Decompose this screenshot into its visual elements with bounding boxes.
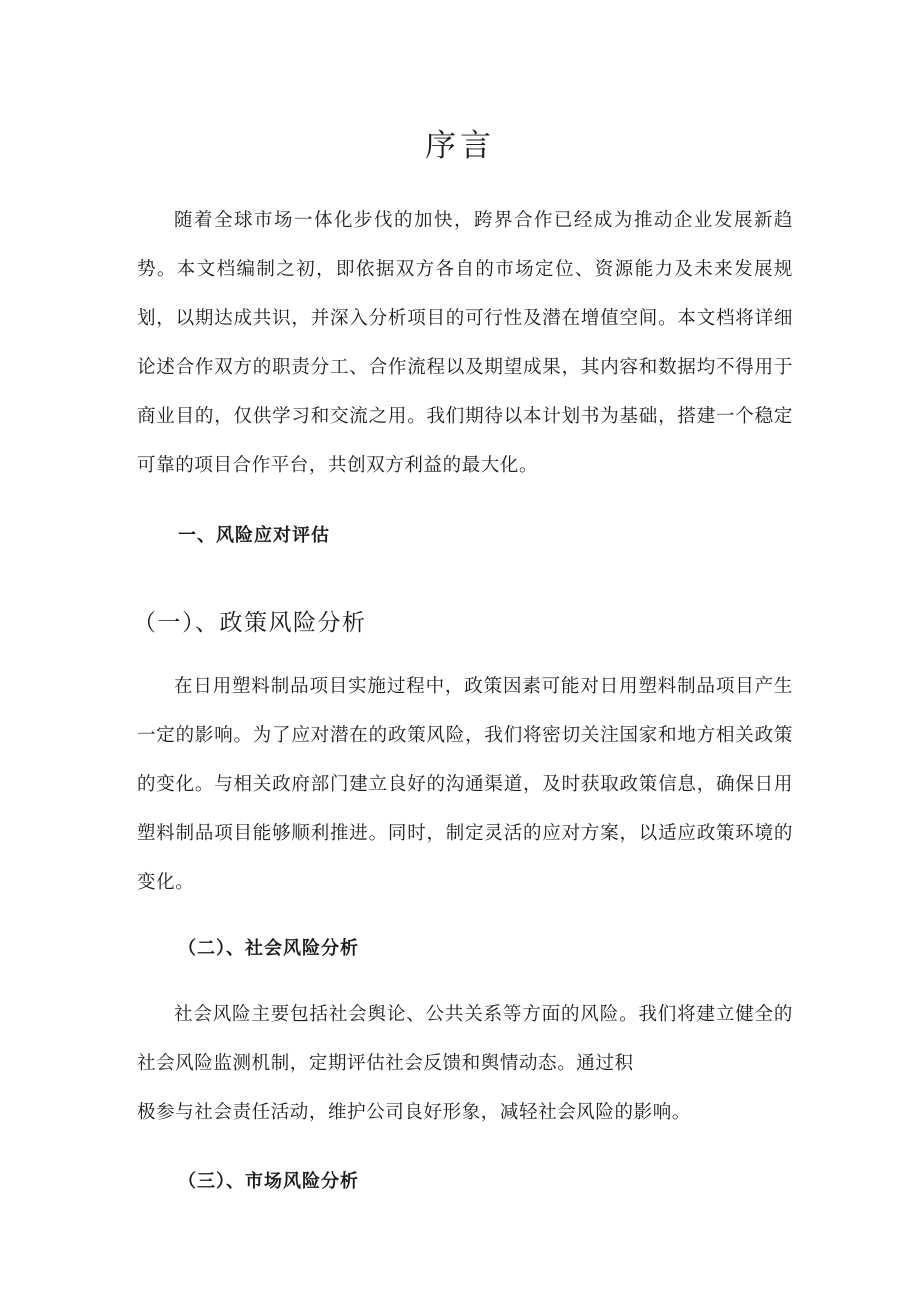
subsection-heading-market-risk: （三）、市场风险分析 xyxy=(178,1171,359,1192)
subsection-heading-policy-risk: （一）、政策风险分析 xyxy=(133,610,367,636)
section-heading-risk-assessment: 一、风险应对评估 xyxy=(178,525,330,546)
subsection-heading-social-risk: （二）、社会风险分析 xyxy=(178,938,359,959)
social-risk-paragraph-part1: 社会风险主要包括社会舆论、公共关系等方面的风险。我们将建立健全的社会风险监测机制，定期评估社会反馈和舆情动态。通过积 xyxy=(137,1004,793,1074)
policy-risk-paragraph: 在日用塑料制品项目实施过程中，政策因素可能对日用塑料制品项目产生一定的影响。为了应对潜在的政策风险，我们将密切关注国家和地方相关政策的变化。与相关政府部门建立良好的沟通渠道，及时获取政策信息，确保日用塑料制品项目能够顺利推进。同时，制定灵活的应对方案，以适应政策环境的变化。 xyxy=(137,676,793,893)
preface-paragraph: 随着全球市场一体化步伐的加快，跨界合作已经成为推动企业发展新趋势。本文档编制之初，即依据双方各自的市场定位、资源能力及未来发展规划，以期达成共识，并深入分析项目的可行性及潜在增值空间。本文档将详细论述合作双方的职责分工、合作流程以及期望成果，其内容和数据均不得用于商业目的，仅供学习和交流之用。我们期待以本计划书为基础，搭建一个稳定可靠的项目合作平台，共创双方利益的最大化。 xyxy=(137,210,793,476)
social-risk-paragraph-part2: 极参与社会责任活动，维护公司良好形象，减轻社会风险的影响。 xyxy=(137,1102,691,1123)
page-title: 序言 xyxy=(425,128,495,164)
